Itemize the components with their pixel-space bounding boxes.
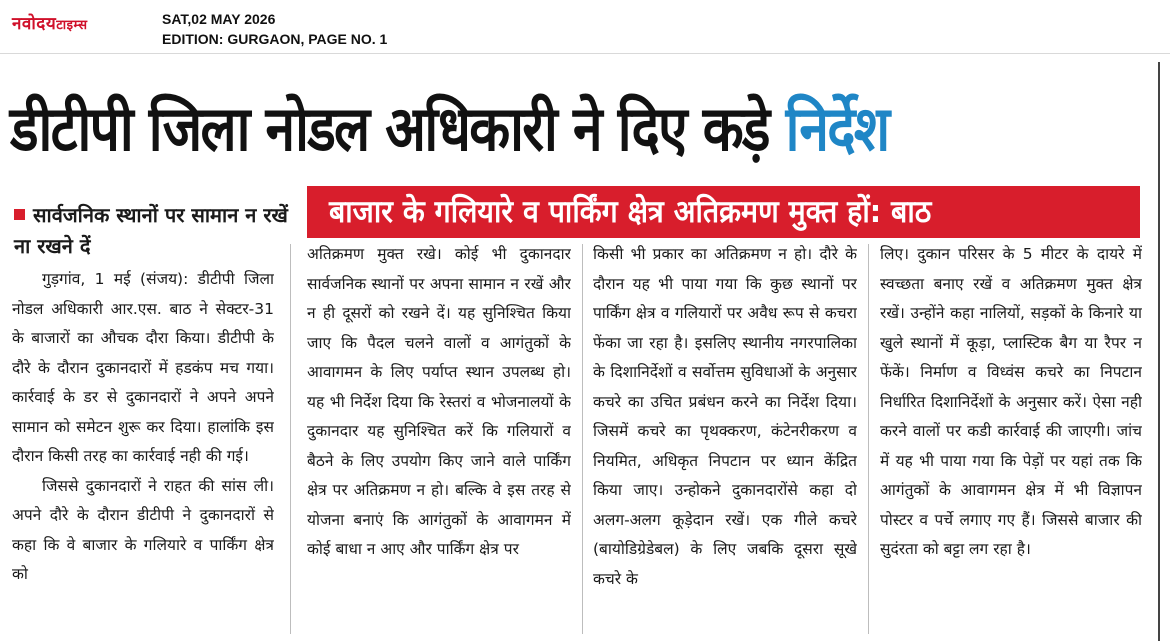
logo-subtext: टाइम्स bbox=[56, 18, 88, 33]
column-4-paragraph-1: लिए। दुकान परिसर के 5 मीटर के दायरे में स्वच्छता बनाए रखें व अतिक्रमण मुक्त क्षेत्र रखें। उन्होंने कहा नालियों, सड़कों के किनारे या खुले स्थानों में कूड़ा, प्लास्टिक बैग या रैपर न फेंकें। निर्माण व विध्वंस कचरे का निपटान निर्धारित दिशानिर्देशों के अनुसार करें। ऐसा नही करने वालों पर कडी कार्रवाई की जाएगी। जांच में यह भी पाया गया कि पेड़ों पर यहां तक कि आगंतुकों के आवागमन क्षेत्र में भी विज्ञापन पोस्टर व पर्चे लगाए गए हैं। जिससे बाजार की सुदंरता को बट्टा लग रहा है। bbox=[880, 245, 1142, 558]
column-divider bbox=[868, 244, 869, 634]
article-column-4 bbox=[880, 240, 1142, 638]
column-2-paragraph-1: अतिक्रमण मुक्त रखे। कोई भी दुकानदार सार्वजनिक स्थानों पर अपना सामान न रखें और न ही दूसरों को रखने दें। यह सुनिश्चित किया जाए कि पैदल चलने वालों व आगंतुकों के आवागमन के लिए पर्याप्त स्थान उपलब्ध हो। यह भी निर्देश दिया कि रेस्तरां व भोजनालयों के दुकानदार यह सुनिश्चित करें कि गलियारों व बैठने के लिए उपयोग किए जाने वाले पार्किंग क्षेत्र पर अतिक्रमण न हो। बल्कि वे इस तरह से योजना बनाएं कि आगंतुकों के आवागमन में कोई बाधा न आए और पार्किंग क्षेत्र पर bbox=[307, 245, 571, 558]
article-column-2 bbox=[307, 240, 571, 638]
red-square-bullet-icon bbox=[14, 209, 25, 220]
kicker-text: सार्वजनिक स्थानों पर सामान न रखें ना रखने दें bbox=[14, 203, 288, 258]
edition-date: SAT,02 MAY 2026 bbox=[162, 11, 276, 27]
column-1-paragraph-1: गुड़गांव, 1 मई (संजय): डीटीपी जिला नोडल अधिकारी आर.एस. बाठ ने सेक्टर-31 के बाजारों का औचक दौरा किया। डीटीपी के दौरे के दौरान दुकानदारों में हडकंप मच गया। कार्रवाई के डर से दुकानदारों ने अपने अपने सामान को समेटन शुरू कर दिया। हालांकि इस दौरान किसी तरह का कार्रवाई नही की गई। bbox=[12, 270, 274, 465]
logo-text: नवोदय bbox=[12, 14, 57, 34]
article-kicker bbox=[14, 200, 296, 266]
epaper-header bbox=[0, 0, 1170, 54]
newspaper-logo[interactable] bbox=[12, 11, 88, 34]
article-headline bbox=[10, 84, 990, 174]
edition-page: EDITION: GURGAON, PAGE NO. 1 bbox=[162, 31, 388, 47]
subheadline-banner bbox=[307, 186, 1140, 238]
article-column-3 bbox=[593, 240, 857, 638]
edition-info bbox=[162, 9, 387, 49]
column-divider bbox=[290, 244, 291, 634]
headline-highlight: निर्देश bbox=[785, 92, 889, 165]
headline-main: डीटीपी जिला नोडल अधिकारी ने दिए कड़े bbox=[10, 92, 769, 165]
article-column-1 bbox=[12, 265, 274, 637]
clipping-border bbox=[1158, 62, 1160, 641]
column-1-paragraph-2: जिससे दुकानदारों ने राहत की सांस ली। अपने दौरे के दौरान डीटीपी ने दुकानदारों से कहा कि वे बाजार के गलियारे व पार्किंग क्षेत्र को bbox=[12, 476, 274, 583]
column-3-paragraph-1: किसी भी प्रकार का अतिक्रमण न हो। दौरे के दौरान यह भी पाया गया कि कुछ स्थानों पर पार्किंग क्षेत्र व गलियारों पर अवैध रूप से कचरा फेंका जा रहा है। इसलिए स्थानीय नगरपालिका के दिशानिर्देशों व सर्वोत्तम सुविधाओं के अनुसार कचरे का उचित प्रबंधन करने का निर्देश दिया। जिसमें कचरे का पृथक्करण, कंटेनरीकरण व नियमित, अधिकृत निपटान पर ध्यान केंद्रित किया जाए। उन्होकने दुकानदारोंसे कहा दो अलग-अलग कूड़ेदान रखें। एक गीले कचरे (बायोडिग्रेडेबल) के लिए जबकि दूसरा सूखे कचरे के bbox=[593, 245, 857, 588]
column-divider bbox=[582, 244, 583, 634]
subheadline-text: बाजार के गलियारे व पार्किंग क्षेत्र अतिक्रमण मुक्त हों: बाठ bbox=[329, 194, 932, 230]
